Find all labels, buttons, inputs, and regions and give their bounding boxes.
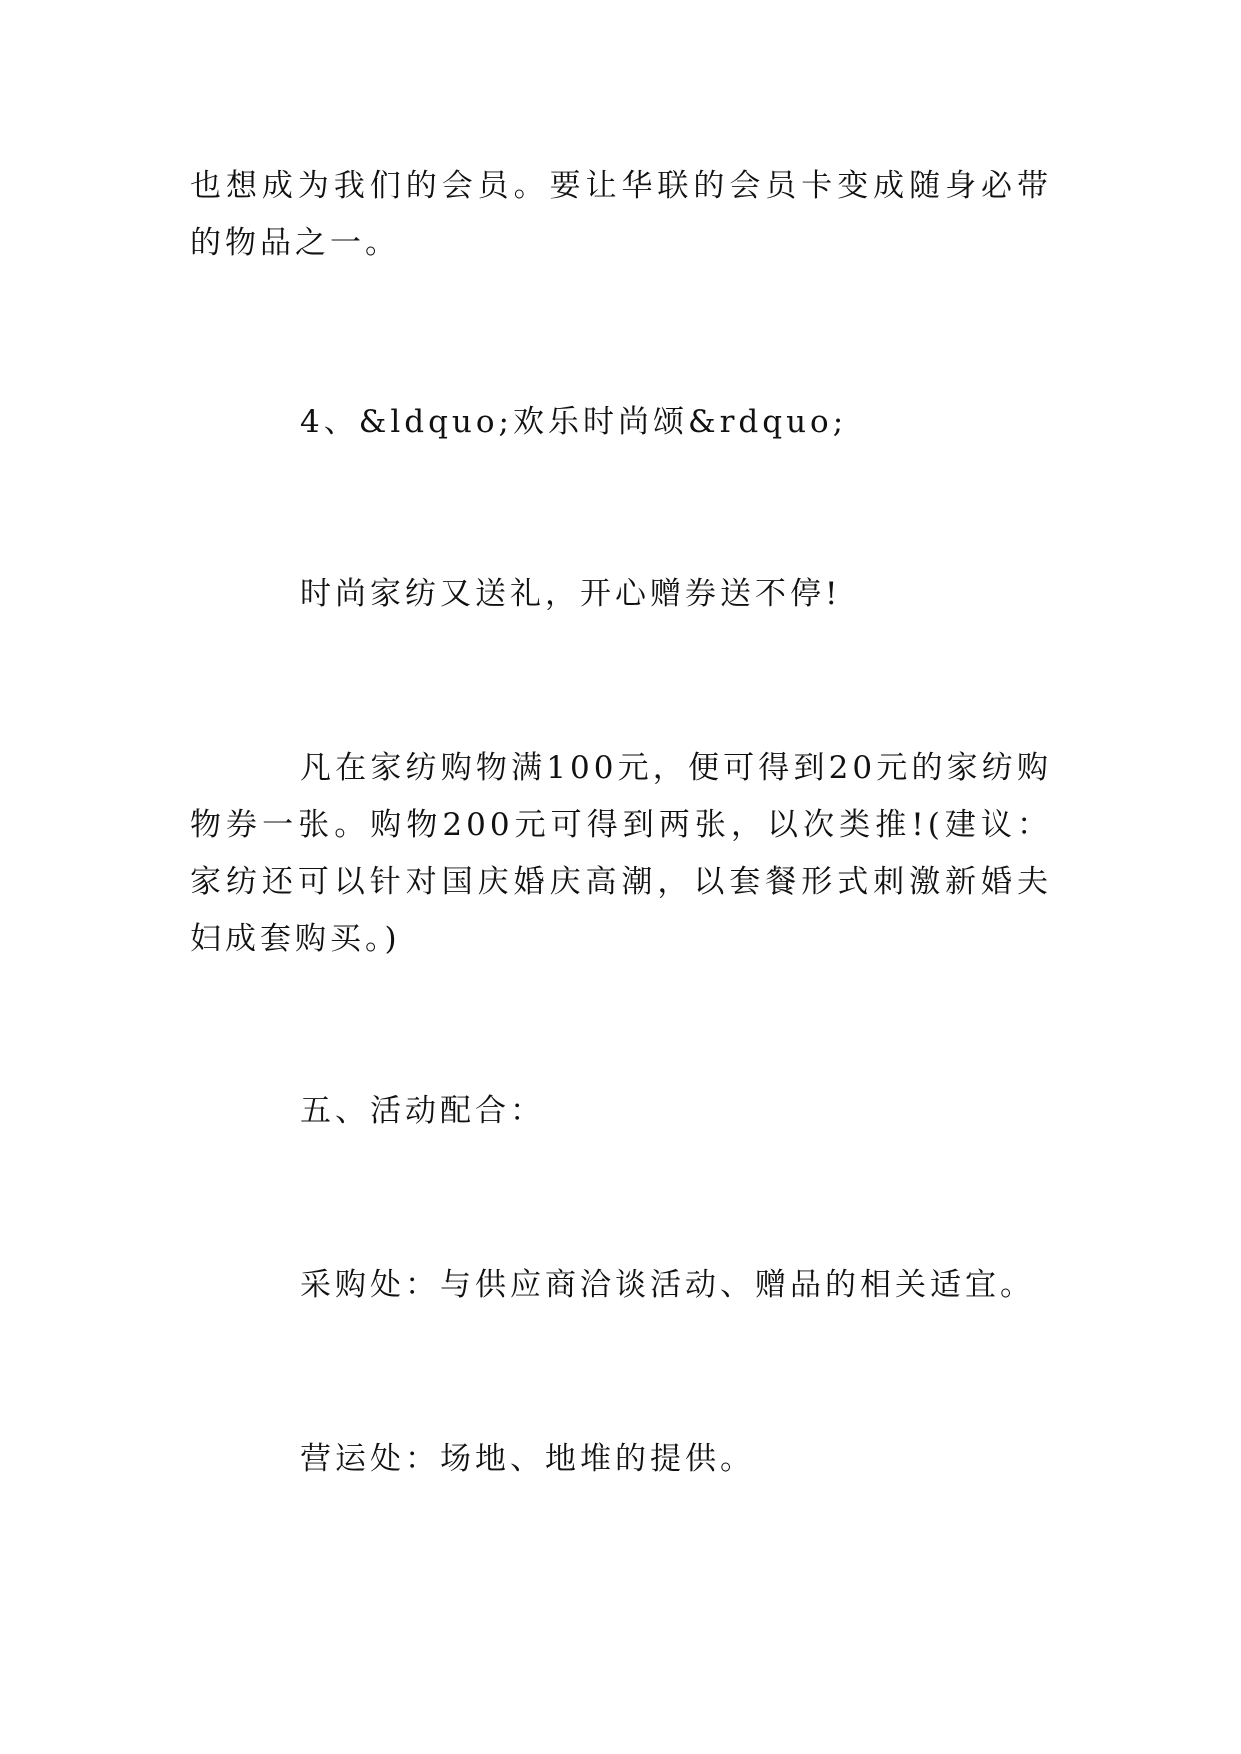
paragraph-operations-dept: 营运处：场地、地堆的提供。: [300, 1441, 755, 1477]
section-heading-happy-fashion: 4、&ldquo;欢乐时尚颂&rdquo;: [300, 404, 848, 440]
paragraph-membership-continued: 也想成为我们的会员。要让华联的会员卡变成随身必带的物品之一。: [190, 168, 1052, 261]
paragraph-slogan: 时尚家纺又送礼，开心赠券送不停!: [300, 576, 842, 612]
section-heading-activity-coordination: 五、活动配合：: [300, 1093, 545, 1129]
paragraph-purchasing-dept: 采购处：与供应商洽谈活动、赠品的相关适宜。: [300, 1267, 1035, 1303]
paragraph-coupon-rules: 凡在家纺购物满100元，便可得到20元的家纺购物券一张。购物200元可得到两张，以次类推!(建议：家纺还可以针对国庆婚庆高潮，以套餐形式刺激新婚夫妇成套购买。): [190, 750, 1052, 957]
